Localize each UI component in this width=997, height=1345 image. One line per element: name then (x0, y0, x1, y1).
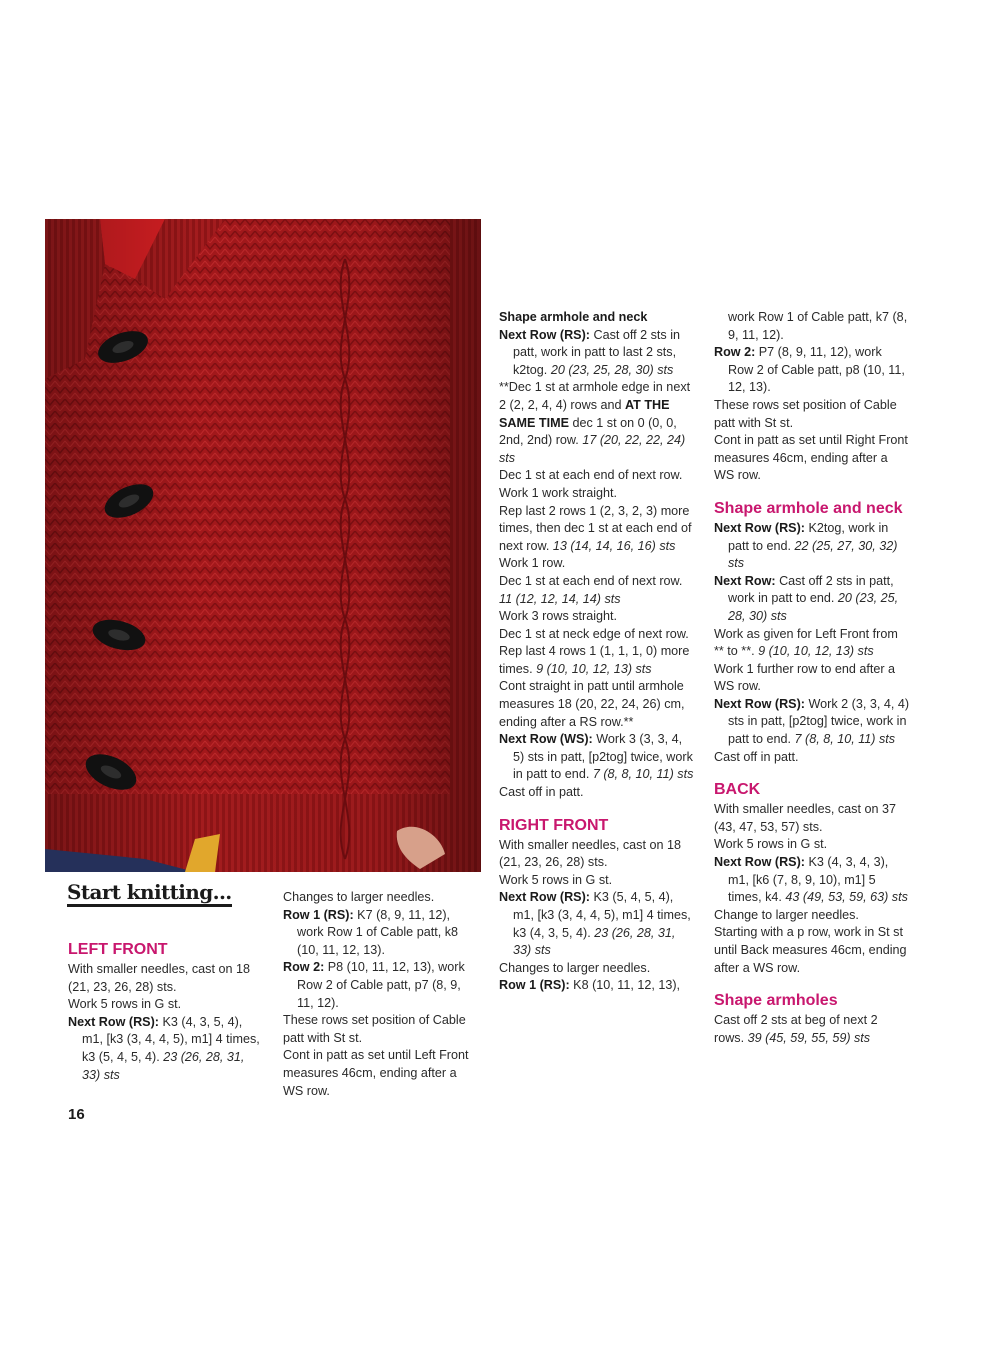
col4-p16: Cast off 2 sts at beg of next 2 rows. 39 (45, 59, 55, 59) sts (714, 1013, 878, 1045)
col3-p4: Work 1 work straight. (499, 485, 618, 500)
col3-p5: Rep last 2 rows 1 (2, 3, 2, 3) more times, then dec 1 st at each end of next row. 13 (14, 14, 16, 16) sts (499, 503, 692, 553)
start-knitting-title: Start knitting... (67, 884, 232, 907)
column-4 (714, 309, 910, 1047)
col4-p15: Starting with a p row, work in St st until Back measures 46cm, ending after a WS row. (714, 925, 907, 975)
col2-p5: Cont in patt as set until Left Front measures 46cm, ending after a WS row. (283, 1048, 469, 1098)
column-3 (499, 309, 695, 995)
col3-p13: Cast off in patt. (499, 785, 584, 800)
col4-p5: Next Row (RS): K2tog, work in patt to end. 22 (25, 27, 30, 32) sts (714, 520, 898, 571)
col2-p1: Changes to larger needles. (283, 890, 435, 904)
col3-p3: Dec 1 st at each end of next row. (499, 468, 683, 483)
col3-p14: With smaller needles, cast on 18 (21, 23, 26, 28) sts. (499, 837, 681, 870)
col4-p1: work Row 1 of Cable patt, k7 (8, 9, 11, 12). (728, 310, 908, 342)
col4-p7: Work as given for Left Front from ** to **. 9 (10, 10, 12, 13) sts (714, 626, 898, 659)
right-front-heading: RIGHT FRONT (499, 816, 609, 834)
col4-p8: Work 1 further row to end after a WS row. (714, 661, 896, 694)
col4-p6: Next Row: Cast off 2 sts in patt, work in patt to end. 20 (23, 25, 28, 30) sts (714, 573, 899, 623)
left-front-heading: LEFT FRONT (68, 941, 168, 958)
col3-p7: Dec 1 st at each end of next row. 11 (12, 12, 14, 14) sts (499, 573, 683, 606)
col4-p4: Cont in patt as set until Right Front measures 46cm, ending after a WS row. (714, 433, 908, 483)
col3-p18: Row 1 (RS): K8 (10, 11, 12, 13), (499, 978, 681, 993)
col4-p9: Next Row (RS): Work 2 (3, 3, 4, 4) sts in patt, [p2tog] twice, work in patt to end. 7 (8, 8, 10, 11) sts (714, 696, 910, 747)
col4-p10: Cast off in patt. (714, 749, 799, 764)
col4-p3: These rows set position of Cable patt with St st. (714, 397, 897, 430)
col4-p14: Change to larger needles. (714, 907, 859, 922)
col2-p3: Row 2: P8 (10, 11, 12, 13), work Row 2 of Cable patt, p7 (8, 9, 11, 12). (283, 960, 465, 1010)
col3-p16: Next Row (RS): K3 (5, 4, 5, 4), m1, [k3 (3, 4, 4, 5), m1] 4 times, k3 (4, 3, 5, 4). 23 (26, 28, 31, 33) sts (499, 890, 691, 958)
shape-armhole-neck-subheading: Shape armhole and neck (499, 310, 648, 324)
col3-p10: Rep last 4 rows 1 (1, 1, 1, 0) more times. 9 (10, 10, 12, 13) sts (499, 644, 690, 676)
col2-p2: Row 1 (RS): K7 (8, 9, 11, 12), work Row 1 of Cable patt, k8 (10, 11, 12, 13). (283, 907, 458, 957)
left-front-p2: Work 5 rows in G st. (68, 997, 182, 1012)
col3-p2: **Dec 1 st at armhole edge in next 2 (2, 2, 4, 4) rows and AT THE SAME TIME dec 1 st on 0 (0, 0, 2nd, 2nd) row. 17 (20, 22, 22, 24) sts (499, 380, 691, 465)
col2-p4: These rows set position of Cable patt with St st. (283, 1013, 466, 1045)
col4-p13: Next Row (RS): K3 (4, 3, 4, 3), m1, [k6 (7, 8, 9, 10), m1] 5 times, k4. 43 (49, 53, 59, 63) sts (714, 855, 908, 905)
shape-armhole-neck-heading: Shape armhole and neck (714, 499, 903, 517)
shape-armholes-heading: Shape armholes (714, 992, 838, 1010)
column-1 (68, 939, 264, 1084)
left-front-p3: Next Row (RS): K3 (4, 3, 5, 4), m1, [k3 (3, 4, 4, 5), m1] 4 times, k3 (5, 4, 5, 4). 23 (26, 28, 31, 33) sts (68, 1014, 260, 1082)
cardigan-photo (45, 219, 481, 872)
col3-p6: Work 1 row. (499, 556, 566, 571)
col3-p17: Changes to larger needles. (499, 960, 651, 975)
col4-p11: With smaller needles, cast on 37 (43, 47, 53, 57) sts. (714, 802, 896, 834)
col3-p12: Next Row (WS): Work 3 (3, 3, 4, 5) sts in patt, [p2tog] twice, work in patt to end. 7 (8, 8, 10, 11) sts (499, 732, 694, 782)
col3-p11: Cont straight in patt until armhole measures 18 (20, 22, 24, 26) cm, ending after a RS row.** (499, 679, 685, 729)
col4-p2: Row 2: P7 (8, 9, 11, 12), work Row 2 of Cable patt, p8 (10, 11, 12, 13). (714, 345, 905, 395)
col3-p1: Next Row (RS): Cast off 2 sts in patt, work in patt to last 2 sts, k2tog. 20 (23, 25, 28, 30) sts (499, 327, 681, 377)
col3-p15: Work 5 rows in G st. (499, 872, 613, 887)
col4-p12: Work 5 rows in G st. (714, 837, 828, 852)
page-number: 16 (68, 1106, 85, 1123)
column-2 (283, 889, 479, 1100)
col3-p8: Work 3 rows straight. (499, 609, 618, 624)
left-front-p1: With smaller needles, cast on 18 (21, 23, 26, 28) sts. (68, 962, 250, 994)
back-heading: BACK (714, 781, 761, 799)
col3-p9: Dec 1 st at neck edge of next row. (499, 626, 689, 641)
